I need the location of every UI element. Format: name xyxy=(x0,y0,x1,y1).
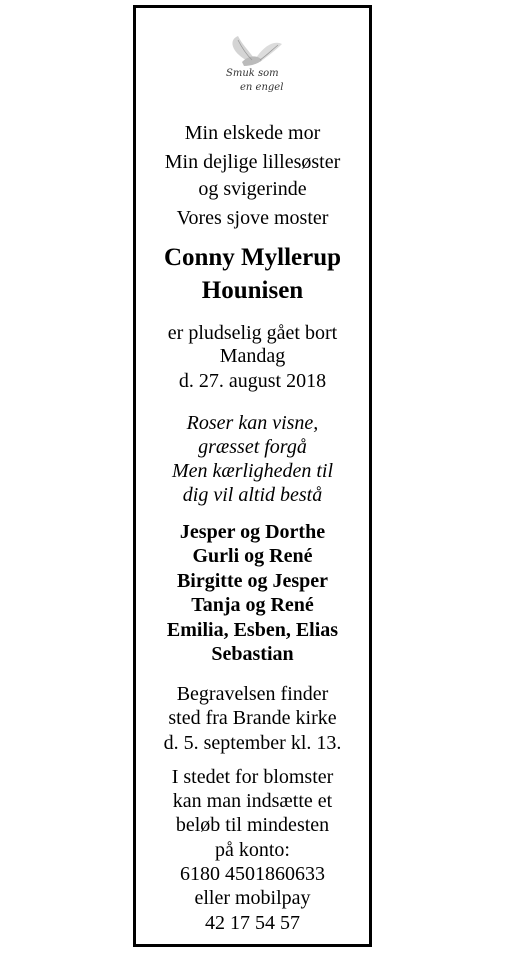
mourner-line: Tanja og René xyxy=(191,594,314,616)
mourner-line: Gurli og René xyxy=(192,545,313,567)
mourner-line: Jesper og Dorthe xyxy=(179,521,326,543)
mobilepay-number: 42 17 54 57 xyxy=(205,912,300,934)
intro-line: Min dejlige lillesøster xyxy=(164,151,341,173)
logo-text-line2: en engel xyxy=(240,82,284,93)
funeral-line: Begravelsen finder xyxy=(176,683,329,705)
poem-line: græsset forgå xyxy=(198,436,307,458)
poem-line: Roser kan visne, xyxy=(186,412,319,434)
intro-line: Min elskede mor xyxy=(184,122,321,144)
intro-line: Vores sjove moster xyxy=(176,207,329,229)
donation-line: kan man indsætte et xyxy=(172,790,333,812)
donation-line: eller mobilpay xyxy=(194,887,311,909)
death-line: er pludselig gået bort xyxy=(167,322,338,344)
funeral-line: sted fra Brande kirke xyxy=(168,707,337,729)
poem-line: Men kærligheden til xyxy=(171,460,334,482)
donation-line: I stedet for blomster xyxy=(171,766,334,788)
deceased-name: Conny Myllerup xyxy=(163,244,342,271)
intro-line: og svigerinde xyxy=(198,178,307,200)
poem-line: dig vil altid bestå xyxy=(182,484,323,506)
funeral-line: d. 5. september kl. 13. xyxy=(163,732,342,754)
death-date: d. 27. august 2018 xyxy=(178,370,327,392)
donation-line: på konto: xyxy=(215,839,290,861)
mourner-line: Emilia, Esben, Elias xyxy=(166,619,339,641)
donation-line: beløb til mindesten xyxy=(175,814,330,836)
deceased-name: Hounisen xyxy=(201,277,304,304)
angel-wing-icon xyxy=(218,30,288,102)
obituary-frame xyxy=(133,5,372,947)
death-line: Mandag xyxy=(219,345,286,367)
account-number: 6180 4501860633 xyxy=(180,863,325,885)
mourner-line: Birgitte og Jesper xyxy=(176,570,329,592)
mourner-line: Sebastian xyxy=(211,643,294,665)
logo-text-line1: Smuk som xyxy=(226,68,279,79)
